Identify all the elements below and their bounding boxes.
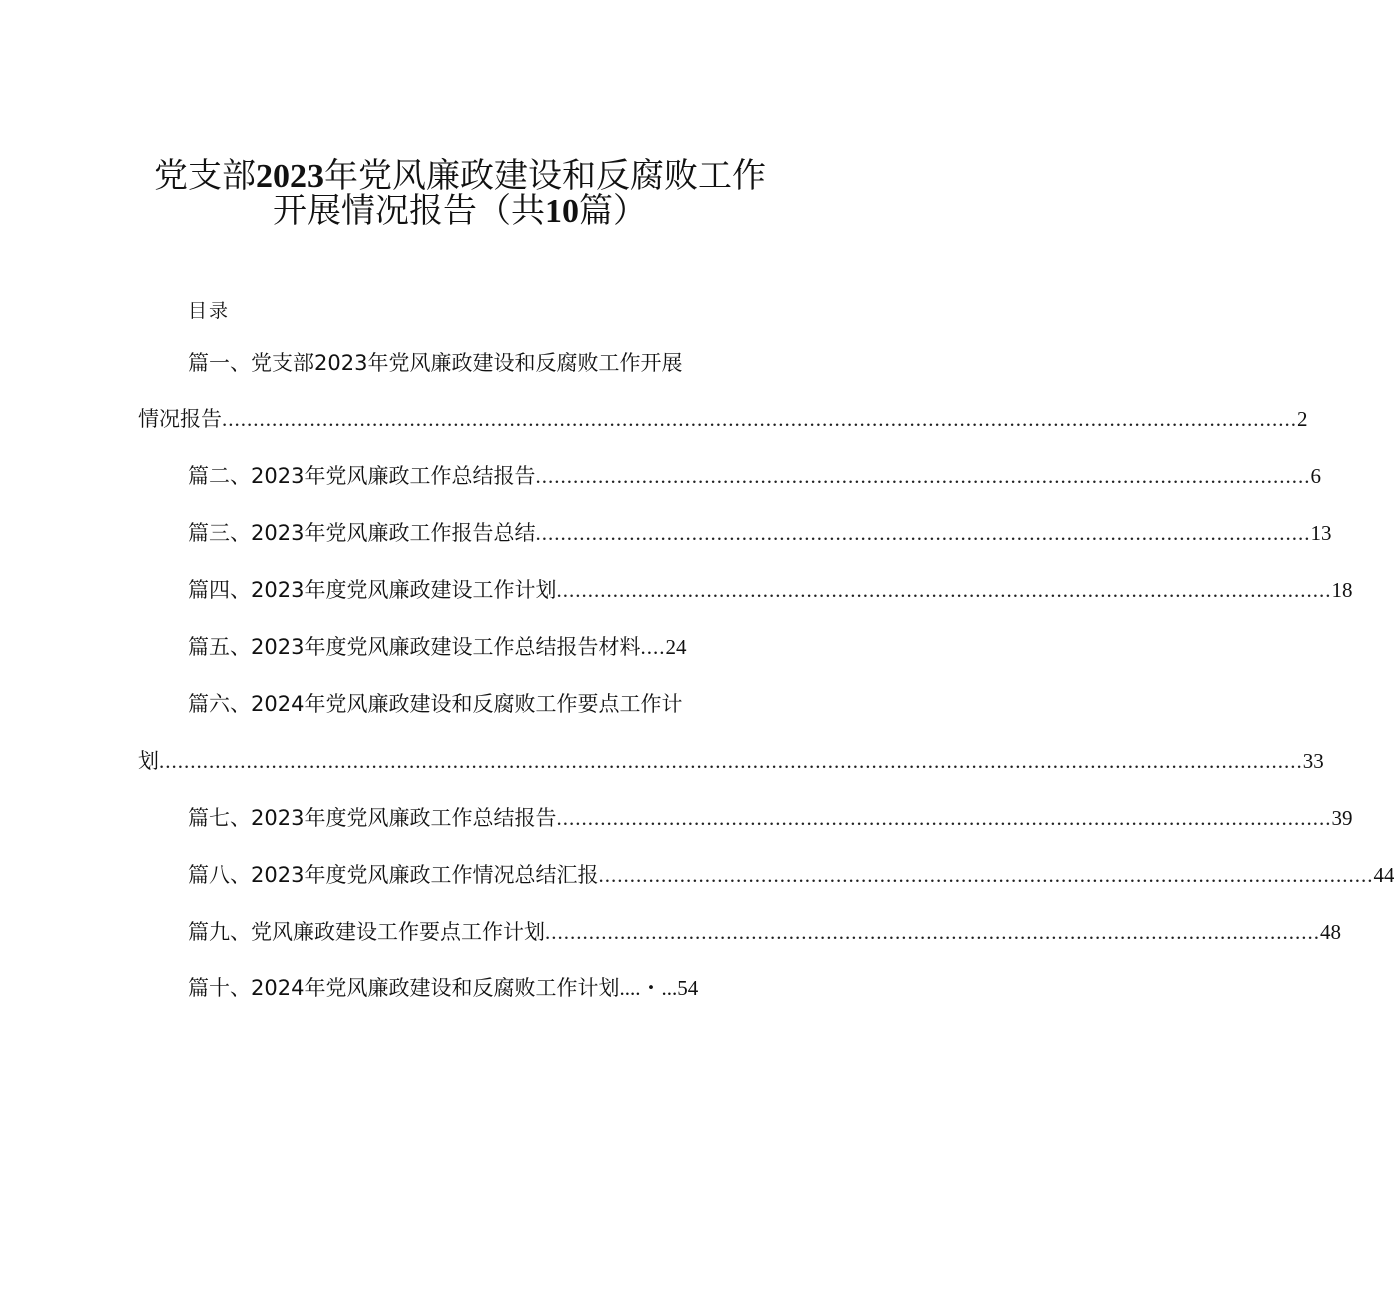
title-text: 党支部 xyxy=(154,156,256,196)
toc-leader-dots: ............................................................................................................................ xyxy=(535,521,1311,545)
toc-page-number: 2 xyxy=(1297,407,1308,431)
toc-entry-2[interactable] xyxy=(188,461,1321,491)
toc-leader-dots: ............................................................................................................................ xyxy=(545,920,1320,944)
toc-entry-text: 篇六、2024年党风廉政建设和反腐败工作要点工作计 xyxy=(188,692,683,716)
toc-entry-text: 划 xyxy=(138,749,159,773)
toc-heading: 目录 xyxy=(188,300,231,322)
toc-entry-4[interactable] xyxy=(188,575,1353,605)
toc-page-number: 18 xyxy=(1331,578,1353,602)
toc-leader-dots: ............................................................................................................................................................................ xyxy=(222,407,1297,431)
toc-page-number: 48 xyxy=(1320,920,1341,944)
toc-entry-1-cont[interactable] xyxy=(138,404,1308,434)
toc-entry-6-cont[interactable] xyxy=(138,746,1324,776)
toc-entry-text: 篇七、2023年度党风廉政工作总结报告 xyxy=(188,806,557,830)
toc-leader-dots: .... xyxy=(640,635,666,659)
toc-page-number: 44 xyxy=(1373,863,1394,887)
toc-entry-6[interactable] xyxy=(188,689,748,719)
toc-entry-text: 篇四、2023年度党风廉政建设工作计划 xyxy=(188,578,557,602)
toc-entry-8[interactable] xyxy=(188,860,1394,890)
toc-entry-text: 篇三、2023年党风廉政工作报告总结 xyxy=(188,521,536,545)
toc-entry-5[interactable] xyxy=(188,632,748,662)
toc-page-number: 24 xyxy=(665,635,687,659)
title-text: 开展情况报告（共 xyxy=(273,191,545,231)
toc-entry-text: 篇八、2023年度党风廉政工作情况总结汇报 xyxy=(188,863,599,887)
toc-entry-1[interactable] xyxy=(188,348,748,378)
toc-page-number: 33 xyxy=(1302,749,1324,773)
toc-page-number: 6 xyxy=(1310,464,1321,488)
toc-leader-dots: ....・... xyxy=(619,976,678,1000)
toc-leader-dots: ............................................................................................................................ xyxy=(598,863,1374,887)
toc-leader-dots: ............................................................................................................................ xyxy=(556,806,1332,830)
toc-page-number: 13 xyxy=(1310,521,1332,545)
toc-leader-dots: ....................................................................................................................................................................................... xyxy=(159,749,1303,773)
toc-entry-text: 篇二、2023年党风廉政工作总结报告 xyxy=(188,464,536,488)
toc-page-number: 39 xyxy=(1331,806,1353,830)
toc-entry-9[interactable] xyxy=(188,917,1341,947)
toc-entry-text: 篇十、2024年党风廉政建设和反腐败工作计划 xyxy=(188,976,620,1000)
title-year: 2023 xyxy=(256,158,324,195)
toc-entry-text: 篇一、党支部2023年党风廉政建设和反腐败工作开展 xyxy=(188,351,683,375)
toc-leader-dots: ............................................................................................................................ xyxy=(556,578,1332,602)
toc-entry-text: 篇五、2023年度党风廉政建设工作总结报告材料 xyxy=(188,635,641,659)
title-count: 10 xyxy=(545,193,579,230)
title-text: 年党风廉政建设和反腐败工作 xyxy=(324,156,766,196)
toc-entry-text: 篇九、党风廉政建设工作要点工作计划 xyxy=(188,920,545,944)
title-text: 篇） xyxy=(579,191,647,231)
document-title-line-2 xyxy=(0,186,920,237)
toc-page-number: 54 xyxy=(677,976,699,1000)
toc-entry-text: 情况报告 xyxy=(138,407,222,431)
toc-entry-3[interactable] xyxy=(188,518,1332,548)
toc-entry-10[interactable] xyxy=(188,973,768,1003)
toc-entry-7[interactable] xyxy=(188,803,1353,833)
toc-leader-dots: ............................................................................................................................ xyxy=(535,464,1311,488)
